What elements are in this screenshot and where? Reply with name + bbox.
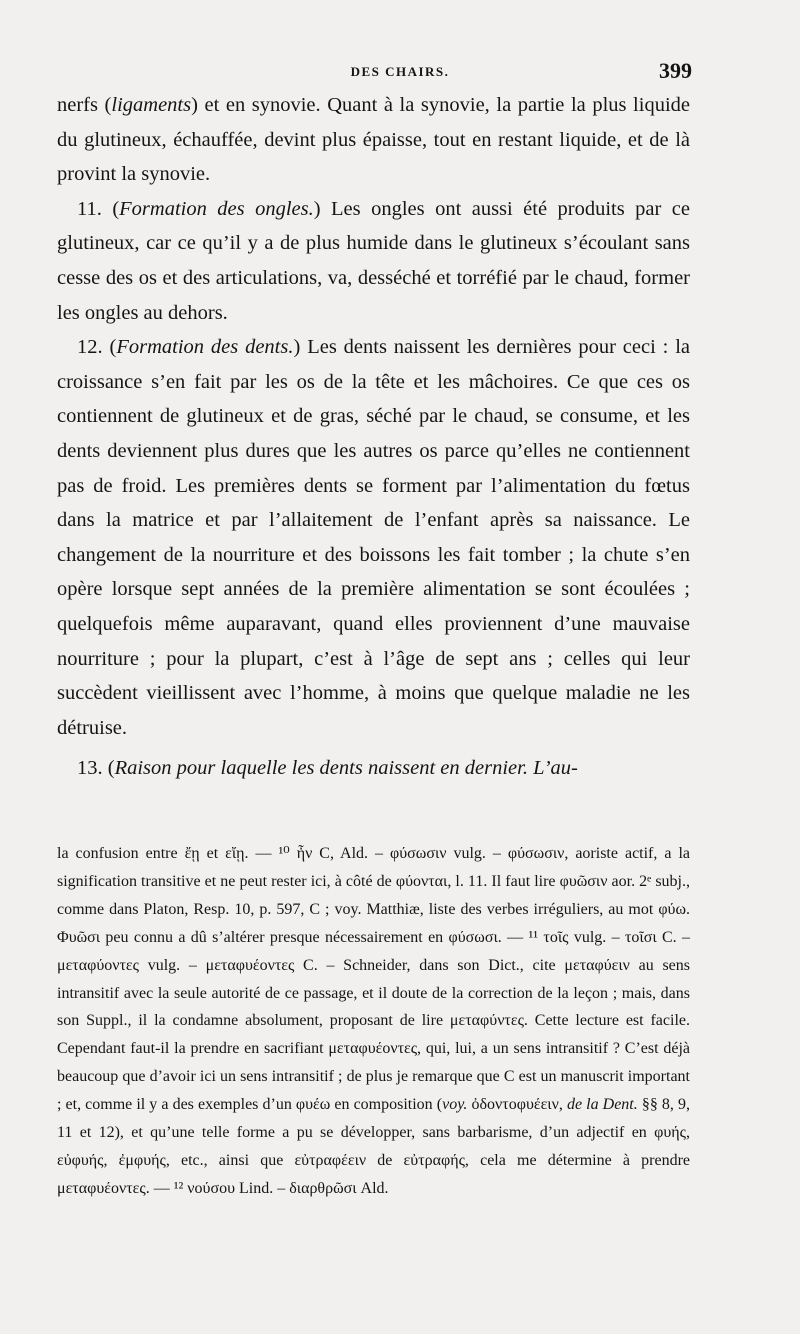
footnote-italic: voy.	[442, 1096, 468, 1114]
main-text	[57, 88, 690, 786]
italic-term: ligaments	[111, 94, 192, 116]
footnote-text	[57, 840, 690, 1203]
page-number: 399	[659, 58, 692, 83]
text-run: ) et en synovie. Quant à la synovie, la partie la plus liquide du glutineux, échauffée, devint plus épaisse, tout en restant liquide, et de là provint la synovie.	[57, 94, 690, 186]
footnote-run: la confusion entre ἔῃ et εἴῃ. — ¹⁰ ἦν C, Ald. – φύσωσιν vulg. – φύσωσιν, aoriste actif, a la signification transitive et ne peut rester ici, à côté de φύονται, l. 11. Il faut lire φυῶσιν aor. 2ᵉ subj., comme dans Platon, Resp. 10, p. 597, C ; voy. Matthiæ, liste des verbes irréguliers, au mot φύω. Φυῶσι peu connu a dû s’altérer presque nécessairement en φύσωσι. — ¹¹ τοῖς vulg. – τοῖσι C. – μεταφύοντες vulg. – μεταφυέοντες C. – Schneider, dans son Dict., cite μεταφύειν au sens intransitif avec la seule autorité de ce passage, et il doute de la correction de la leçon ; mais, dans son Suppl., il la condamne absolument, proposant de lire μεταφύντες. Cette lecture est facile. Cependant faut-il la prendre en sacrifiant μεταφυέοντες, qui, lui, a un sens intransitif ? C’est déjà beaucoup que d’avoir ici un sens intransitif ; de plus je remarque que C est un manuscrit important ; et, comme il y a des exemples d’un φυέω en composition (	[57, 845, 690, 1114]
footnote-italic: de la Dent.	[566, 1096, 638, 1114]
section-number: 11. (	[77, 197, 120, 220]
running-head	[0, 58, 800, 88]
footnote-run: ὀδοντοφυέειν,	[467, 1096, 567, 1114]
running-title: DES CHAIRS.	[350, 64, 450, 79]
section-number: 13. (	[77, 757, 115, 780]
section-title: Formation des ongles.	[119, 197, 314, 220]
section-number: 12. (	[77, 336, 117, 359]
section-12	[57, 330, 690, 745]
section-text: ) Les ongles ont aussi été produits par ce glutineux, car ce qu’il y a de plus humide dans le glutineux s’écoulant sans cesse des os et des articulations, va, desséché et torréfié par le chaud, former les ongles au dehors.	[57, 197, 691, 324]
footnote-run: §§ 8, 9, 11 et 12), et qu’une telle forme a pu se développer, sans barbarisme, d’un adjectif en φυής, εὐφυής, ἐμφυής, etc., ainsi que εὐτραφέειν de εὐτραφής, cela me détermine à prendre μεταφυέοντες. — ¹² νούσου Lind. – διαρθρῶσι Ald.	[57, 1096, 691, 1197]
text-run: nerfs (	[57, 94, 112, 116]
section-11	[57, 192, 690, 330]
paragraph-continuation	[57, 88, 690, 192]
section-text: ) Les dents naissent les dernières pour ceci : la croissance s’en fait par les os de la tête et les mâchoires. Ce que ces os contiennent de glutineux et de gras, séché par le chaud, se consume, et les dents deviennent plus dures que les autres os parce qu’elles ne contiennent pas de froid. Les premières dents se forment par l’alimentation du fœtus dans la matrice et par l’allaitement de l’enfant après sa naissance. Le changement de la nourriture et des boissons les fait tomber ; la chute s’en opère lorsque sept années de la première alimentation se sont écoulées ; quelquefois même auparavant, quand elles proviennent d’une mauvaise nourriture ; pour la plupart, c’est à l’âge de sept ans ; celles qui leur succèdent vieillissent avec l’homme, à moins que quelque maladie ne les détruise.	[57, 336, 691, 739]
section-title: Formation des dents.	[116, 336, 294, 359]
section-title: Raison pour laquelle les dents naissent en dernier. L’au-	[114, 757, 578, 780]
section-13	[57, 751, 690, 786]
footnotes	[57, 840, 690, 1203]
